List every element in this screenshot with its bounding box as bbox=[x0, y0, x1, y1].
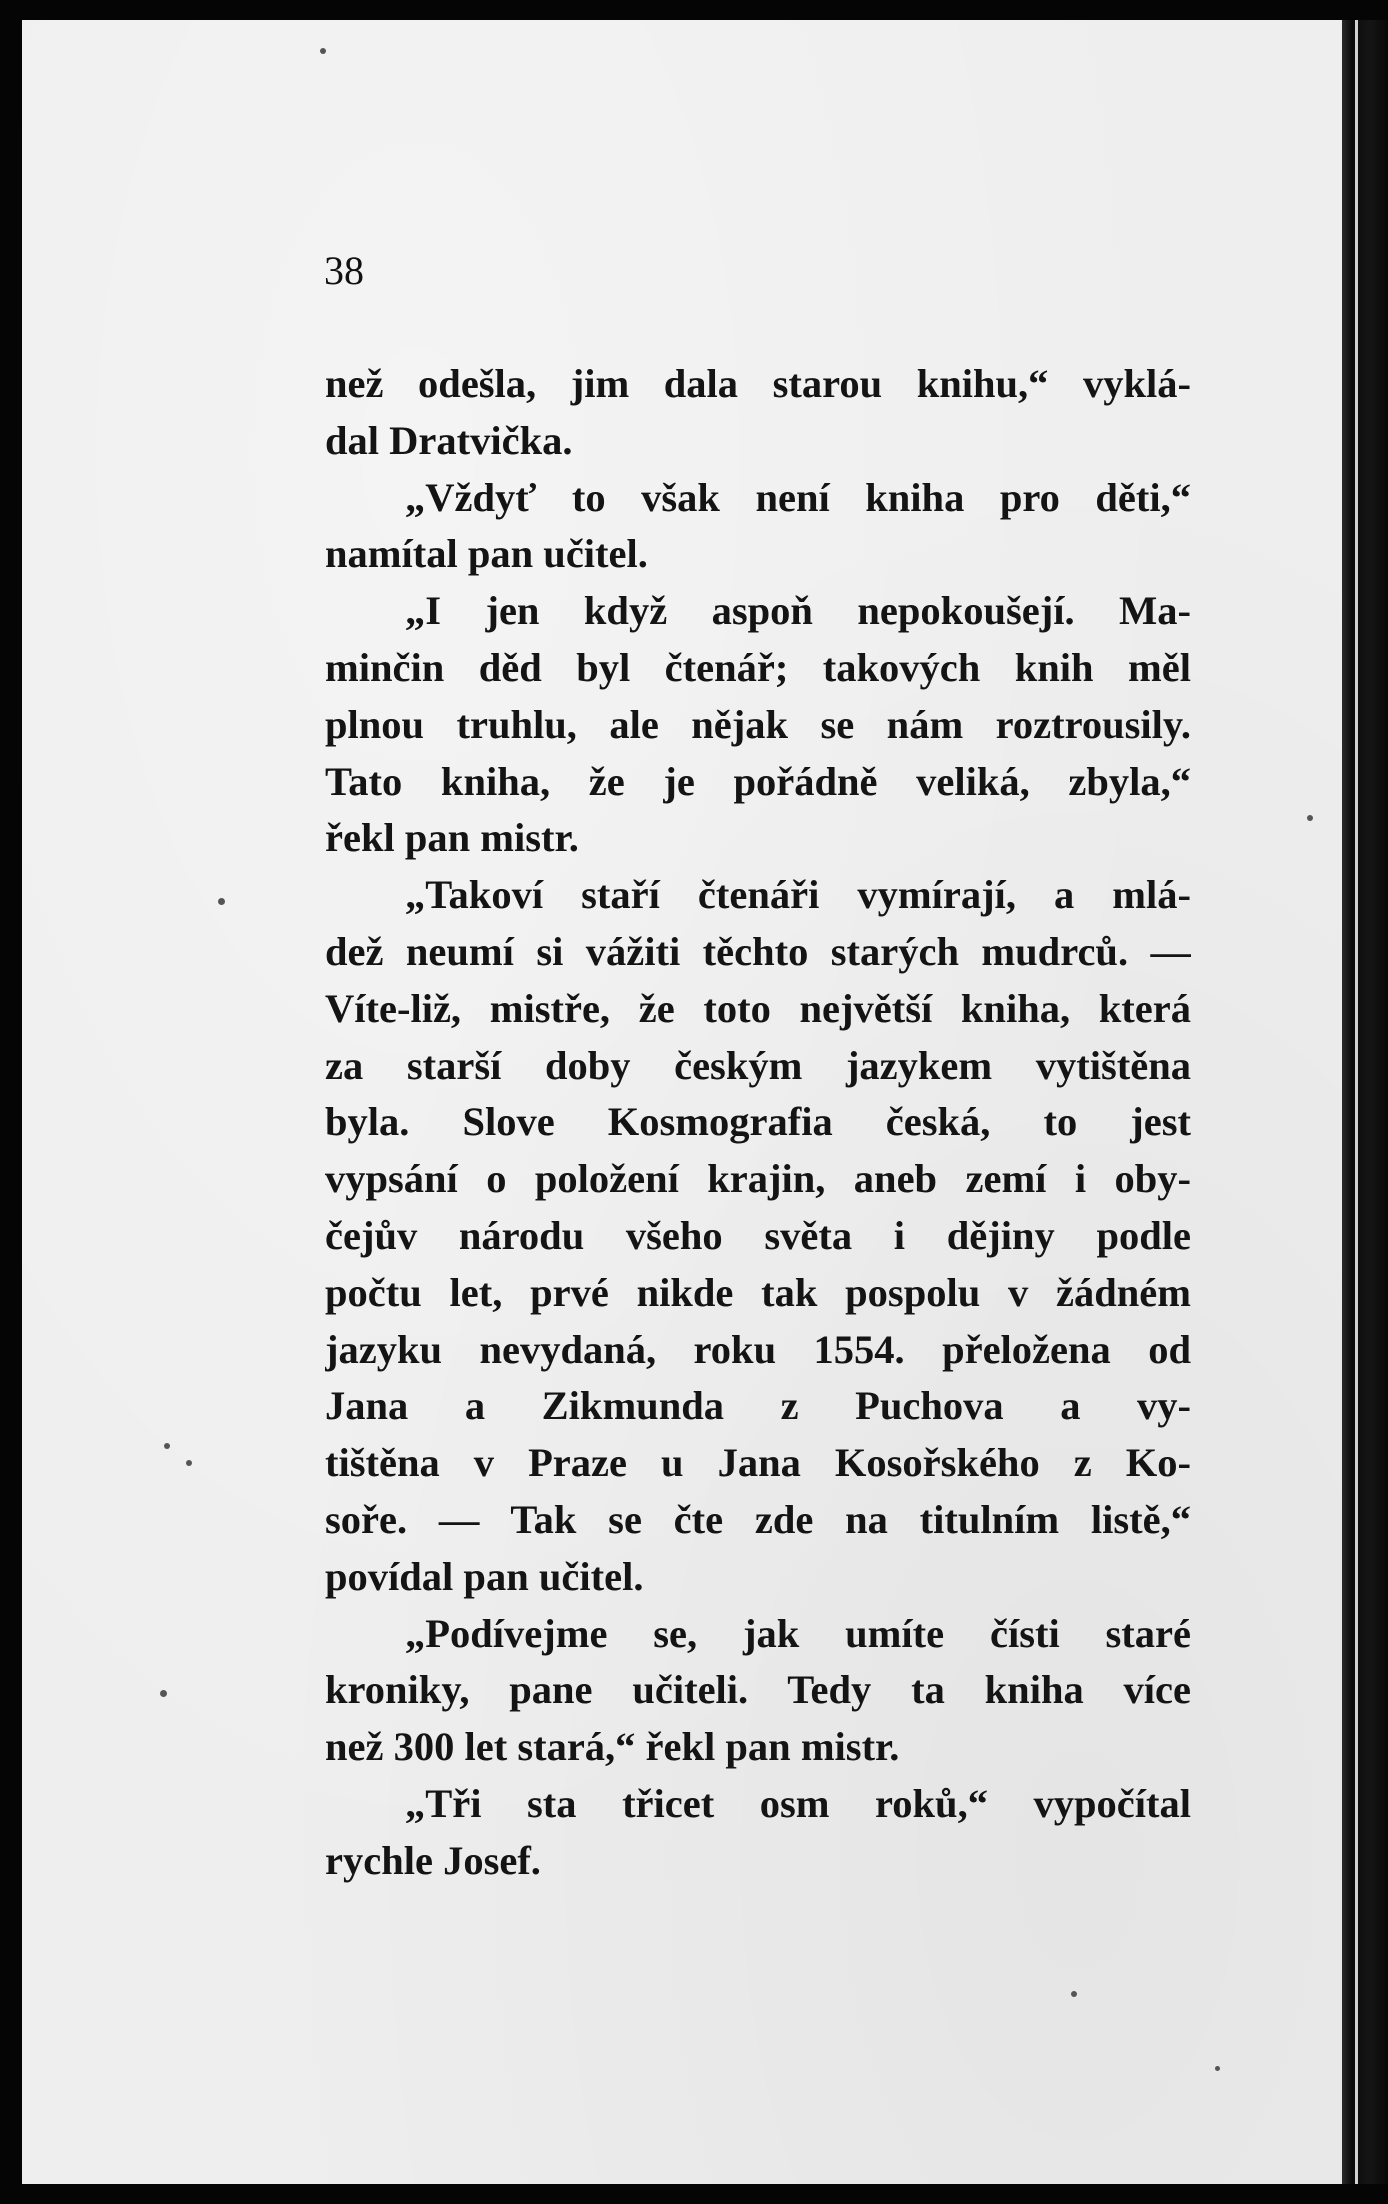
text-line: než odešla, jim dala starou knihu,“ vyklá- bbox=[325, 361, 1191, 406]
text-line: Víte-liž, mistře, že toto největší kniha, která bbox=[325, 985, 1191, 1031]
scan-speck bbox=[1307, 815, 1313, 821]
text-line: minčin děd byl čtenář; takových knih měl bbox=[325, 644, 1191, 690]
text-line: „Podívejme se, jak umíte čísti staré bbox=[405, 1610, 1191, 1656]
book-gutter-shadow bbox=[1342, 20, 1388, 2184]
text-line: „Takoví staří čtenáři vymírají, a mlá- bbox=[405, 872, 1191, 918]
text-line: dež neumí si vážiti těchto starých mudrců. — bbox=[325, 928, 1191, 974]
scan-speck bbox=[1215, 2066, 1220, 2071]
text-line: počtu let, prvé nikde tak pospolu v žádném bbox=[325, 1269, 1191, 1315]
text-line: vypsání o položení krajin, aneb zemí i oby- bbox=[325, 1156, 1191, 1202]
text-line: Tato kniha, že je pořádně veliká, zbyla,“ bbox=[325, 758, 1191, 804]
text-line: „I jen když aspoň nepokoušejí. Ma- bbox=[405, 588, 1191, 634]
text-line: než 300 let stará,“ řekl pan mistr. bbox=[325, 1724, 900, 1770]
text-line: „Vždyť to však není kniha pro děti,“ bbox=[405, 474, 1191, 520]
text-line: za starší doby českým jazykem vytištěna bbox=[325, 1042, 1191, 1088]
scan-speck bbox=[160, 1690, 167, 1697]
scan-speck bbox=[164, 1443, 170, 1449]
text-line: čejův národu všeho světa i dějiny podle bbox=[325, 1212, 1191, 1258]
text-line: rychle Josef. bbox=[325, 1837, 541, 1883]
text-line: namítal pan učitel. bbox=[325, 531, 648, 577]
text-line: povídal pan učitel. bbox=[325, 1553, 644, 1599]
text-line: plnou truhlu, ale nějak se nám roztrousily. bbox=[325, 701, 1191, 747]
text-line: dal Dratvička. bbox=[325, 417, 573, 463]
text-line: „Tři sta třicet osm roků,“ vypočítal bbox=[405, 1780, 1191, 1826]
gutter-page-edge bbox=[1355, 20, 1358, 2184]
scan-speck bbox=[186, 1460, 192, 1466]
scan-speck bbox=[1071, 1991, 1077, 1997]
text-line: soře. — Tak se čte zde na titulním listě,“ bbox=[325, 1496, 1191, 1542]
body-text bbox=[325, 356, 1191, 1890]
text-line: tištěna v Praze u Jana Kosořského z Ko- bbox=[325, 1440, 1191, 1486]
text-line: Jana a Zikmunda z Puchova a vy- bbox=[325, 1383, 1191, 1429]
text-line: jazyku nevydaná, roku 1554. přeložena od bbox=[325, 1326, 1191, 1372]
text-line: byla. Slove Kosmografia česká, to jest bbox=[325, 1099, 1191, 1145]
text-line: řekl pan mistr. bbox=[325, 815, 579, 861]
page-number: 38 bbox=[324, 248, 364, 293]
scan-speck bbox=[320, 48, 326, 54]
text-line: kroniky, pane učiteli. Tedy ta kniha více bbox=[325, 1667, 1191, 1713]
scan-speck bbox=[218, 898, 225, 905]
